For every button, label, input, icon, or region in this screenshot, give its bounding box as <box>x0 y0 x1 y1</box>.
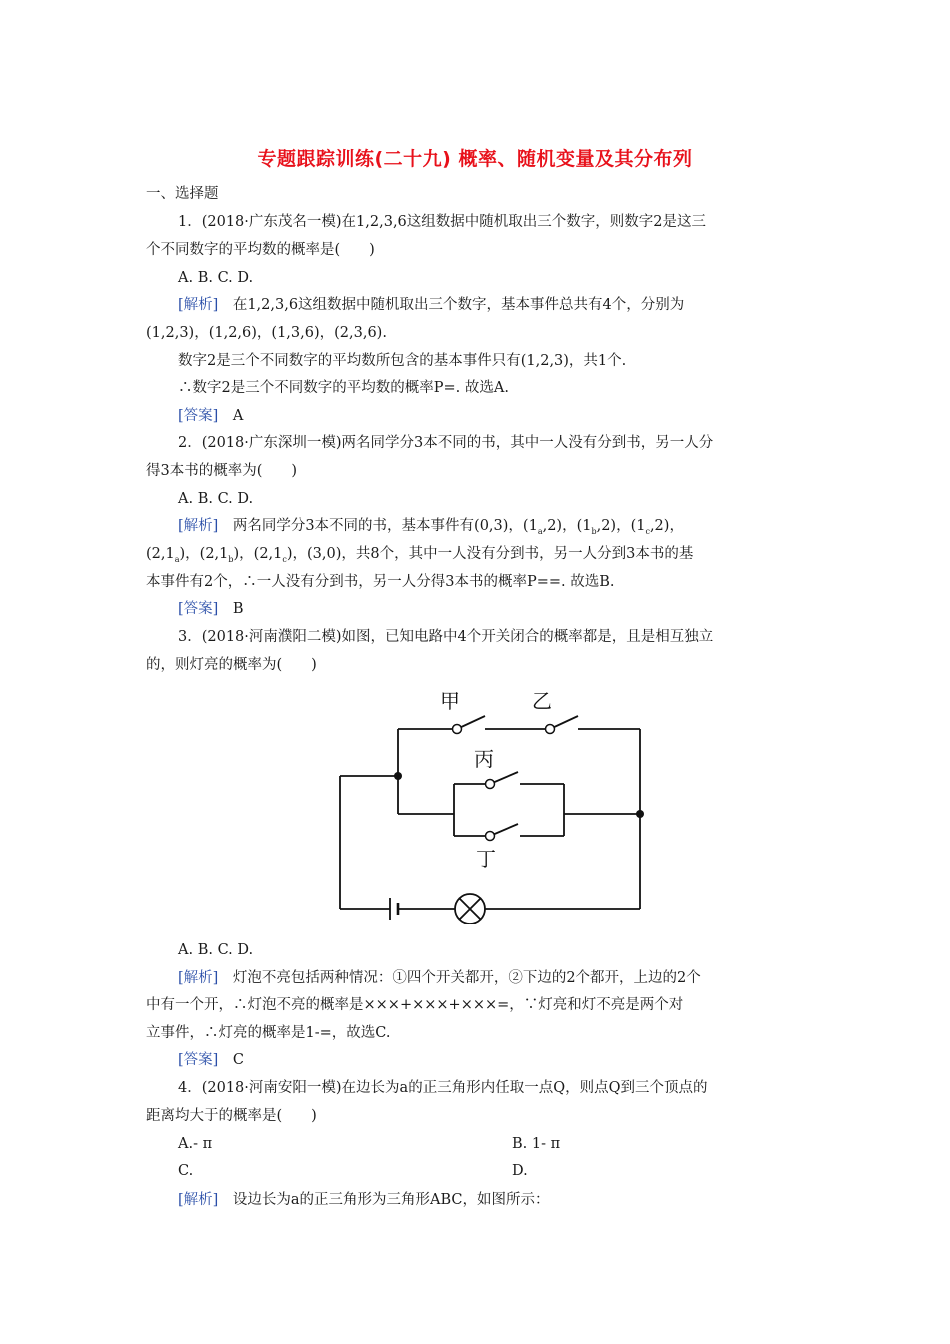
q3-stem-line1: 3．(2018·河南濮阳二模)如图，已知电路中4个开关闭合的概率都是，且是相互独立 <box>178 629 714 645</box>
q2-jiexi-line2: $(2,1_a)$，$(2,1_b)$，$(2,1_c)$，(3,0)，共8个，其中一人没有分到书，另一人分到3本书的基 <box>146 546 694 564</box>
switch-label-yi: 乙 <box>532 689 552 713</box>
q1-answer: [答案] A <box>178 408 244 424</box>
q3-jiexi-line3: 立事件，∴灯亮的概率是1-=，故选C. <box>146 1025 391 1041</box>
q3-options: A. B. C. D. <box>178 942 254 958</box>
answer-tag: [答案] <box>178 1052 219 1068</box>
q4-option-a: A.- π <box>178 1136 213 1152</box>
q4-option-d: D. <box>512 1163 528 1179</box>
q1-stem-line1: 1．(2018·广东茂名一模)在1,2,3,6这组数据中随机取出三个数字，则数字2是这三 <box>178 214 707 230</box>
q2-answer: [答案] B <box>178 601 244 617</box>
q2-options: A. B. C. D. <box>178 491 254 507</box>
jiexi-tag: [解析] <box>178 297 219 313</box>
q1-stem-line2: 个不同数字的平均数的概率是( ) <box>146 242 375 258</box>
answer-tag: [答案] <box>178 601 219 617</box>
circuit-diagram <box>330 684 660 924</box>
q3-jiexi-line2: 中有一个开，∴灯泡不亮的概率是×××+×××+×××=，∵灯亮和灯不亮是两个对 <box>146 997 684 1013</box>
switch-label-bing: 丙 <box>474 747 494 771</box>
answer-tag: [答案] <box>178 408 219 424</box>
jiexi-tag: [解析] <box>178 1192 219 1208</box>
q1-jiexi-line3: 数字2是三个不同数字的平均数所包含的基本事件只有(1,2,3)，共1个. <box>178 353 627 369</box>
switch-label-ding: 丁 <box>476 847 496 871</box>
q1-jiexi-line1: [解析] 在1,2,3,6这组数据中随机取出三个数字，基本事件总共有4个，分别为 <box>178 297 685 313</box>
page-title: 专题跟踪训练(二十九) 概率、随机变量及其分布列 <box>257 148 693 170</box>
q4-stem-line2: 距离均大于的概率是( ) <box>146 1108 317 1124</box>
section-heading: 一、选择题 <box>146 186 219 202</box>
q3-stem-line2: 的，则灯亮的概率为( ) <box>146 657 317 673</box>
q2-stem-line1: 2．(2018·广东深圳一模)两名同学分3本不同的书，其中一人没有分到书，另一人分 <box>178 435 714 451</box>
q4-option-c: C. <box>178 1163 194 1179</box>
q4-jiexi-line1: [解析] 设边长为a的正三角形为三角形ABC，如图所示： <box>178 1192 550 1208</box>
q1-jiexi-line4: ∴数字2是三个不同数字的平均数的概率P=. 故选A. <box>178 380 509 396</box>
q2-jiexi-line3: 本事件有2个，∴一人没有分到书，另一人分得3本书的概率P==. 故选B. <box>146 574 615 590</box>
jiexi-tag: [解析] <box>178 970 219 986</box>
q4-stem-line1: 4．(2018·河南安阳一模)在边长为a的正三角形内任取一点Q，则点Q到三个顶点的 <box>178 1080 708 1096</box>
q2-jiexi-line1: [解析] 两名同学分3本不同的书，基本事件有(0,3)，$(1_a,2)$，$(1_b,2)$，$(1_c,2)$， <box>178 518 684 536</box>
q3-jiexi-line1: [解析] 灯泡不亮包括两种情况：①四个开关都开，②下边的2个都开，上边的2个 <box>178 970 701 986</box>
jiexi-tag: [解析] <box>178 518 219 534</box>
switch-label-jia: 甲 <box>440 689 460 713</box>
q3-answer: [答案] C <box>178 1052 244 1068</box>
q4-option-b: B. 1- π <box>512 1136 561 1152</box>
q2-stem-line2: 得3本书的概率为( ) <box>146 463 298 479</box>
q1-jiexi-line2: (1,2,3)，(1,2,6)，(1,3,6)，(2,3,6). <box>146 325 387 341</box>
q1-options: A. B. C. D. <box>178 270 254 286</box>
